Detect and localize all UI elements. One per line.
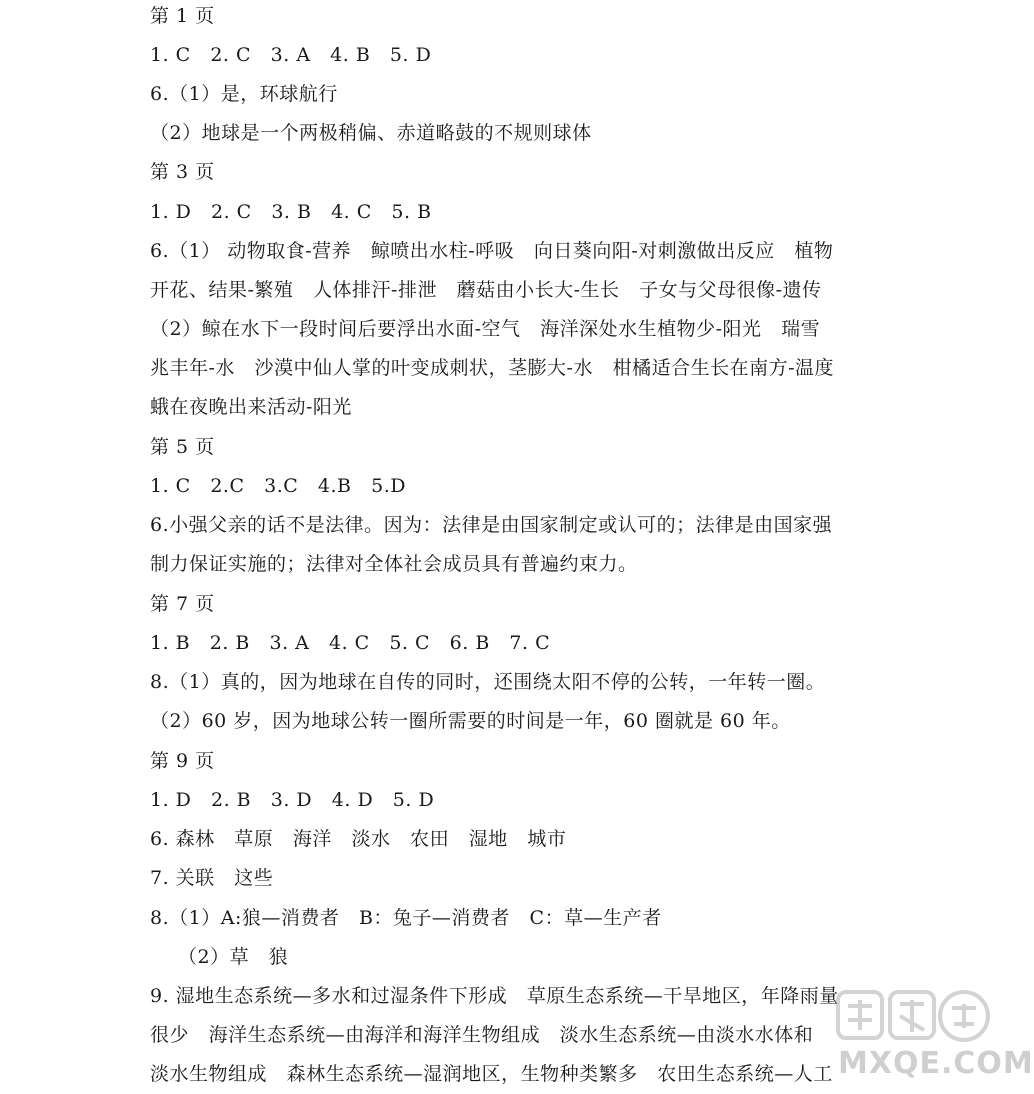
- answer-line: （2）地球是一个两极稍偏、赤道略鼓的不规则球体: [150, 122, 592, 144]
- answer-line: 6. 森林 草原 海洋 淡水 农田 湿地 城市: [150, 828, 567, 850]
- answer-line: 1. D 2. C 3. B 4. C 5. B: [150, 201, 432, 223]
- answer-line: 9. 湿地生态系统—多水和过湿条件下形成 草原生态系统—干旱地区，年降雨量: [150, 985, 839, 1007]
- section-heading-page-5: 第 5 页: [150, 436, 215, 458]
- answer-line: 1. D 2. B 3. D 4. D 5. D: [150, 789, 435, 811]
- section-heading-page-1: 第 1 页: [150, 5, 215, 27]
- answer-line: 8.（1）A:狼—消费者 B：兔子—消费者 C：草—生产者: [150, 907, 662, 929]
- answer-line: 1. C 2.C 3.C 4.B 5.D: [150, 475, 406, 497]
- watermark-logo: [834, 986, 1034, 1086]
- answer-line: 1. C 2. C 3. A 4. B 5. D: [150, 44, 432, 66]
- answer-line: 很少 海洋生态系统—由海洋和海洋生物组成 淡水生态系统—由淡水水体和: [150, 1024, 814, 1046]
- section-heading-page-9: 第 9 页: [150, 750, 215, 772]
- answer-line: 制力保证实施的；法律对全体社会成员具有普遍约束力。: [150, 553, 638, 575]
- answer-line: 1. B 2. B 3. A 4. C 5. C 6. B 7. C: [150, 632, 551, 654]
- answer-line: （2）草 狼: [178, 946, 289, 968]
- watermark-text: MXQE.COM: [838, 1046, 1034, 1081]
- answer-line: （2）60 岁，因为地球公转一圈所需要的时间是一年，60 圈就是 60 年。: [150, 710, 791, 732]
- section-heading-page-3: 第 3 页: [150, 161, 215, 183]
- answer-line: （2）鲸在水下一段时间后要浮出水面-空气 海洋深处水生植物少-阳光 瑞雪: [150, 318, 821, 340]
- watermark-emblem-icon: [834, 986, 994, 1048]
- answer-line: 淡水生物组成 森林生态系统—湿润地区，生物种类繁多 农田生态系统—人工: [150, 1063, 833, 1085]
- answer-line: 6.（1）是，环球航行: [150, 83, 338, 105]
- answer-line: 兆丰年-水 沙漠中仙人掌的叶变成刺状，茎膨大-水 柑橘适合生长在南方-温度: [150, 357, 834, 379]
- answer-line: 6.小强父亲的话不是法律。因为：法律是由国家制定或认可的；法律是由国家强: [150, 514, 833, 536]
- answer-line: 7. 关联 这些: [150, 867, 274, 889]
- answer-line: 开花、结果-繁殖 人体排汗-排泄 蘑菇由小长大-生长 子女与父母很像-遗传: [150, 279, 822, 301]
- section-heading-page-7: 第 7 页: [150, 593, 215, 615]
- answer-line: 6.（1） 动物取食-营养 鲸喷出水柱-呼吸 向日葵向阳-对刺激做出反应 植物: [150, 240, 834, 262]
- answer-line: 蛾在夜晚出来活动-阳光: [150, 396, 352, 418]
- answer-line: 8.（1）真的，因为地球在自传的同时，还围绕太阳不停的公转，一年转一圈。: [150, 671, 826, 693]
